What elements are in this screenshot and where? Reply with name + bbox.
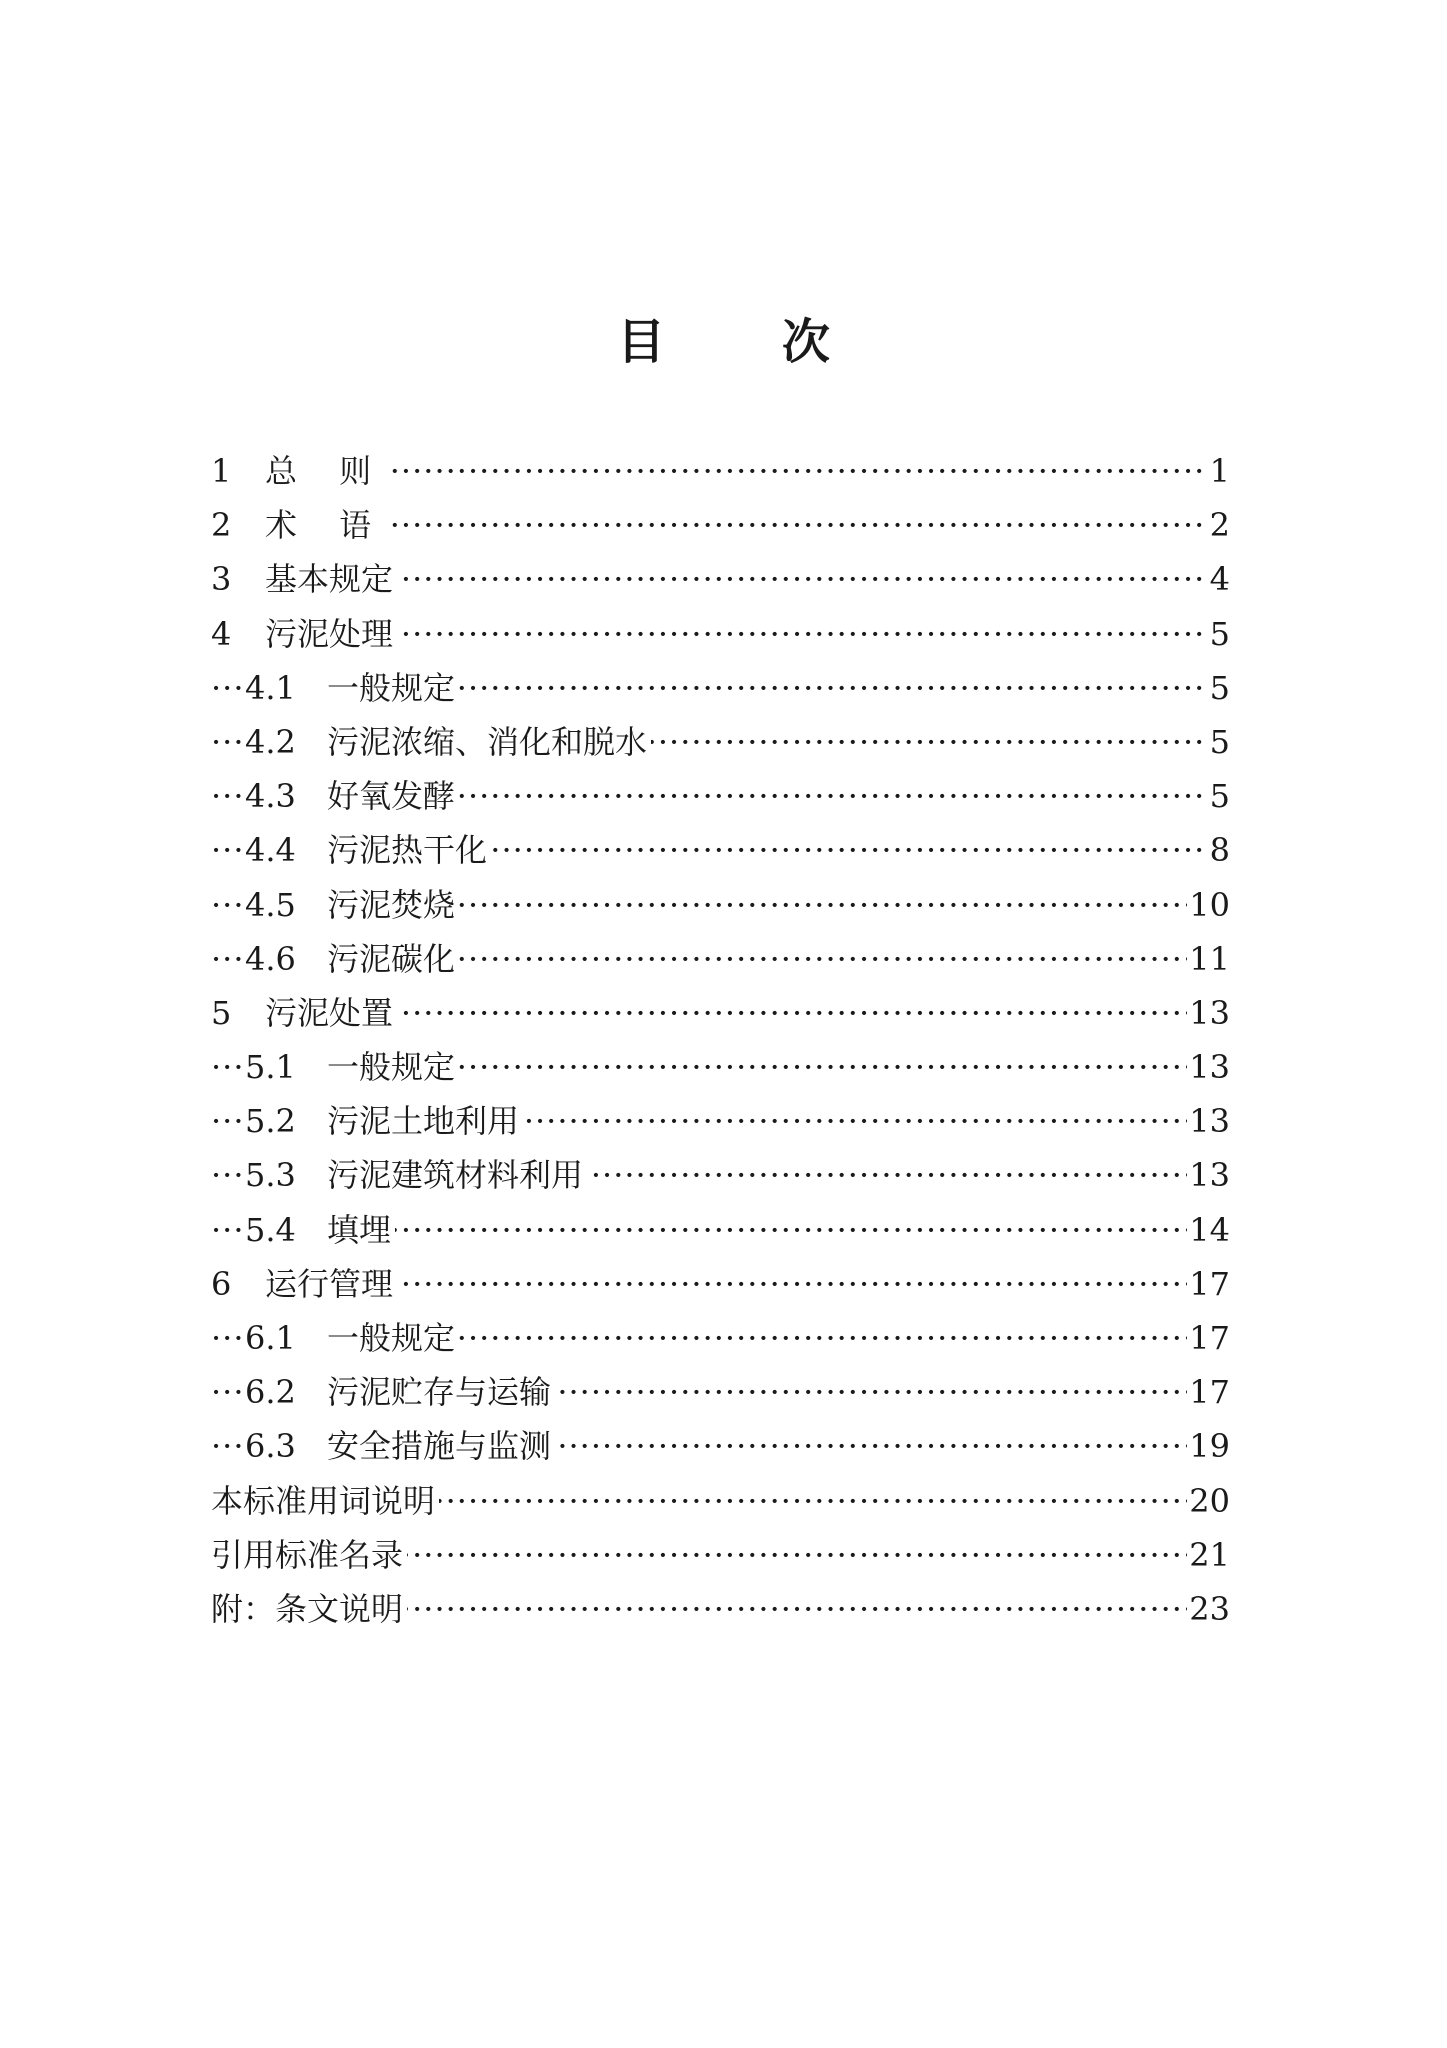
toc-entry-number: 4 (211, 614, 232, 653)
toc-entry-title: 污泥土地利用 (327, 1102, 520, 1141)
toc-entry-title: 污泥处理 (265, 614, 394, 653)
toc-entry-page: 13 (1187, 1094, 1230, 1148)
toc-entry[interactable] (211, 1474, 1230, 1528)
toc-entry-title: 总 则 (265, 452, 388, 490)
toc-entry-number: 6.1 (245, 1319, 296, 1357)
toc-entry-page: 21 (1187, 1528, 1230, 1582)
toc-entry[interactable] (211, 986, 1230, 1040)
toc-entry-page: 5 (1208, 661, 1230, 715)
toc-entry-title: 污泥建筑材料利用 (327, 1156, 584, 1195)
toc-entry-page: 10 (1187, 878, 1230, 932)
toc-entry-title: 好氧发酵 (327, 777, 456, 816)
page-title: 目 次 (617, 314, 880, 370)
toc-entry-number: 1 (211, 452, 232, 490)
toc-entry-page: 17 (1187, 1365, 1230, 1419)
toc-entry-page: 11 (1187, 932, 1230, 986)
toc-entry-number: 5.2 (245, 1102, 296, 1141)
toc-entry-title: 污泥焚烧 (327, 885, 456, 924)
toc-entry-title: 基本规定 (265, 560, 394, 599)
toc-entry-title: 引用标准名录 (211, 1535, 404, 1574)
toc-entry-number: 5 (211, 993, 232, 1032)
toc-entry[interactable] (211, 552, 1230, 606)
toc-entry-number: 4.3 (245, 777, 296, 816)
toc-entry-page: 1 (1208, 444, 1230, 498)
toc-entry-page: 8 (1208, 823, 1230, 877)
toc-entry-number: 2 (211, 506, 232, 545)
toc-entry-page: 4 (1208, 552, 1230, 606)
toc-entry-page: 20 (1187, 1474, 1230, 1528)
toc-entry-number: 5.3 (245, 1156, 296, 1195)
toc-entry-title: 污泥贮存与运输 (327, 1373, 552, 1412)
toc-entry-page: 17 (1187, 1311, 1230, 1365)
toc-entry[interactable] (211, 444, 1230, 498)
toc-entry-title: 本标准用词说明 (211, 1481, 436, 1520)
toc-entry-page: 13 (1187, 1040, 1230, 1094)
toc-entry-page: 5 (1208, 715, 1230, 769)
toc-entry-title: 安全措施与监测 (327, 1427, 552, 1466)
toc-entry-page: 5 (1208, 607, 1230, 661)
toc-entry[interactable] (211, 932, 1230, 986)
toc-entry-number: 6 (211, 1264, 232, 1303)
toc-entry[interactable] (211, 1148, 1230, 1202)
toc-entry-number: 5.1 (245, 1048, 296, 1087)
table-of-contents (211, 444, 1230, 1636)
toc-entry-page: 14 (1187, 1203, 1230, 1257)
toc-entry-title: 运行管理 (265, 1264, 394, 1303)
toc-entry[interactable] (211, 715, 1230, 769)
toc-entry-page: 13 (1187, 1148, 1230, 1202)
toc-entry[interactable] (211, 1528, 1230, 1582)
toc-entry-title: 污泥处置 (265, 993, 394, 1032)
toc-entry-number: 4.4 (245, 831, 296, 870)
toc-entry-title: 污泥热干化 (327, 831, 488, 870)
toc-entry-page: 17 (1187, 1257, 1230, 1311)
toc-entry[interactable] (211, 823, 1230, 877)
toc-entry-title: 术 语 (265, 506, 388, 545)
toc-entry-page: 13 (1187, 986, 1230, 1040)
toc-entry[interactable] (211, 1311, 1230, 1365)
toc-entry-title: 附：条文说明 (211, 1589, 404, 1628)
toc-entry[interactable] (211, 769, 1230, 823)
toc-entry-number: 6.3 (245, 1427, 296, 1466)
toc-entry[interactable] (211, 661, 1230, 715)
toc-entry[interactable] (211, 498, 1230, 552)
toc-entry[interactable] (211, 1365, 1230, 1419)
toc-entry[interactable] (211, 878, 1230, 932)
toc-entry-number: 4.2 (245, 722, 296, 761)
toc-entry-number: 4.5 (245, 885, 296, 924)
toc-entry[interactable] (211, 607, 1230, 661)
toc-entry-title: 填埋 (327, 1210, 392, 1249)
toc-entry[interactable] (211, 1257, 1230, 1311)
toc-entry-number: 5.4 (245, 1210, 296, 1249)
toc-entry-title: 一般规定 (327, 668, 456, 707)
toc-entry-title: 一般规定 (327, 1048, 456, 1087)
toc-entry[interactable] (211, 1094, 1230, 1148)
toc-entry[interactable] (211, 1203, 1230, 1257)
toc-entry-page: 23 (1187, 1582, 1230, 1636)
toc-entry-page: 2 (1208, 498, 1230, 552)
toc-entry-number: 4.1 (245, 668, 296, 707)
toc-entry[interactable] (211, 1040, 1230, 1094)
toc-entry-page: 19 (1187, 1419, 1230, 1473)
toc-entry-title: 一般规定 (327, 1319, 456, 1357)
toc-entry-title: 污泥碳化 (327, 939, 456, 978)
toc-entry[interactable] (211, 1582, 1230, 1636)
toc-entry-number: 6.2 (245, 1373, 296, 1412)
toc-entry[interactable] (211, 1419, 1230, 1473)
toc-entry-number: 4.6 (245, 939, 296, 978)
toc-entry-page: 5 (1208, 769, 1230, 823)
toc-entry-number: 3 (211, 560, 232, 599)
toc-entry-title: 污泥浓缩、消化和脱水 (327, 722, 648, 761)
